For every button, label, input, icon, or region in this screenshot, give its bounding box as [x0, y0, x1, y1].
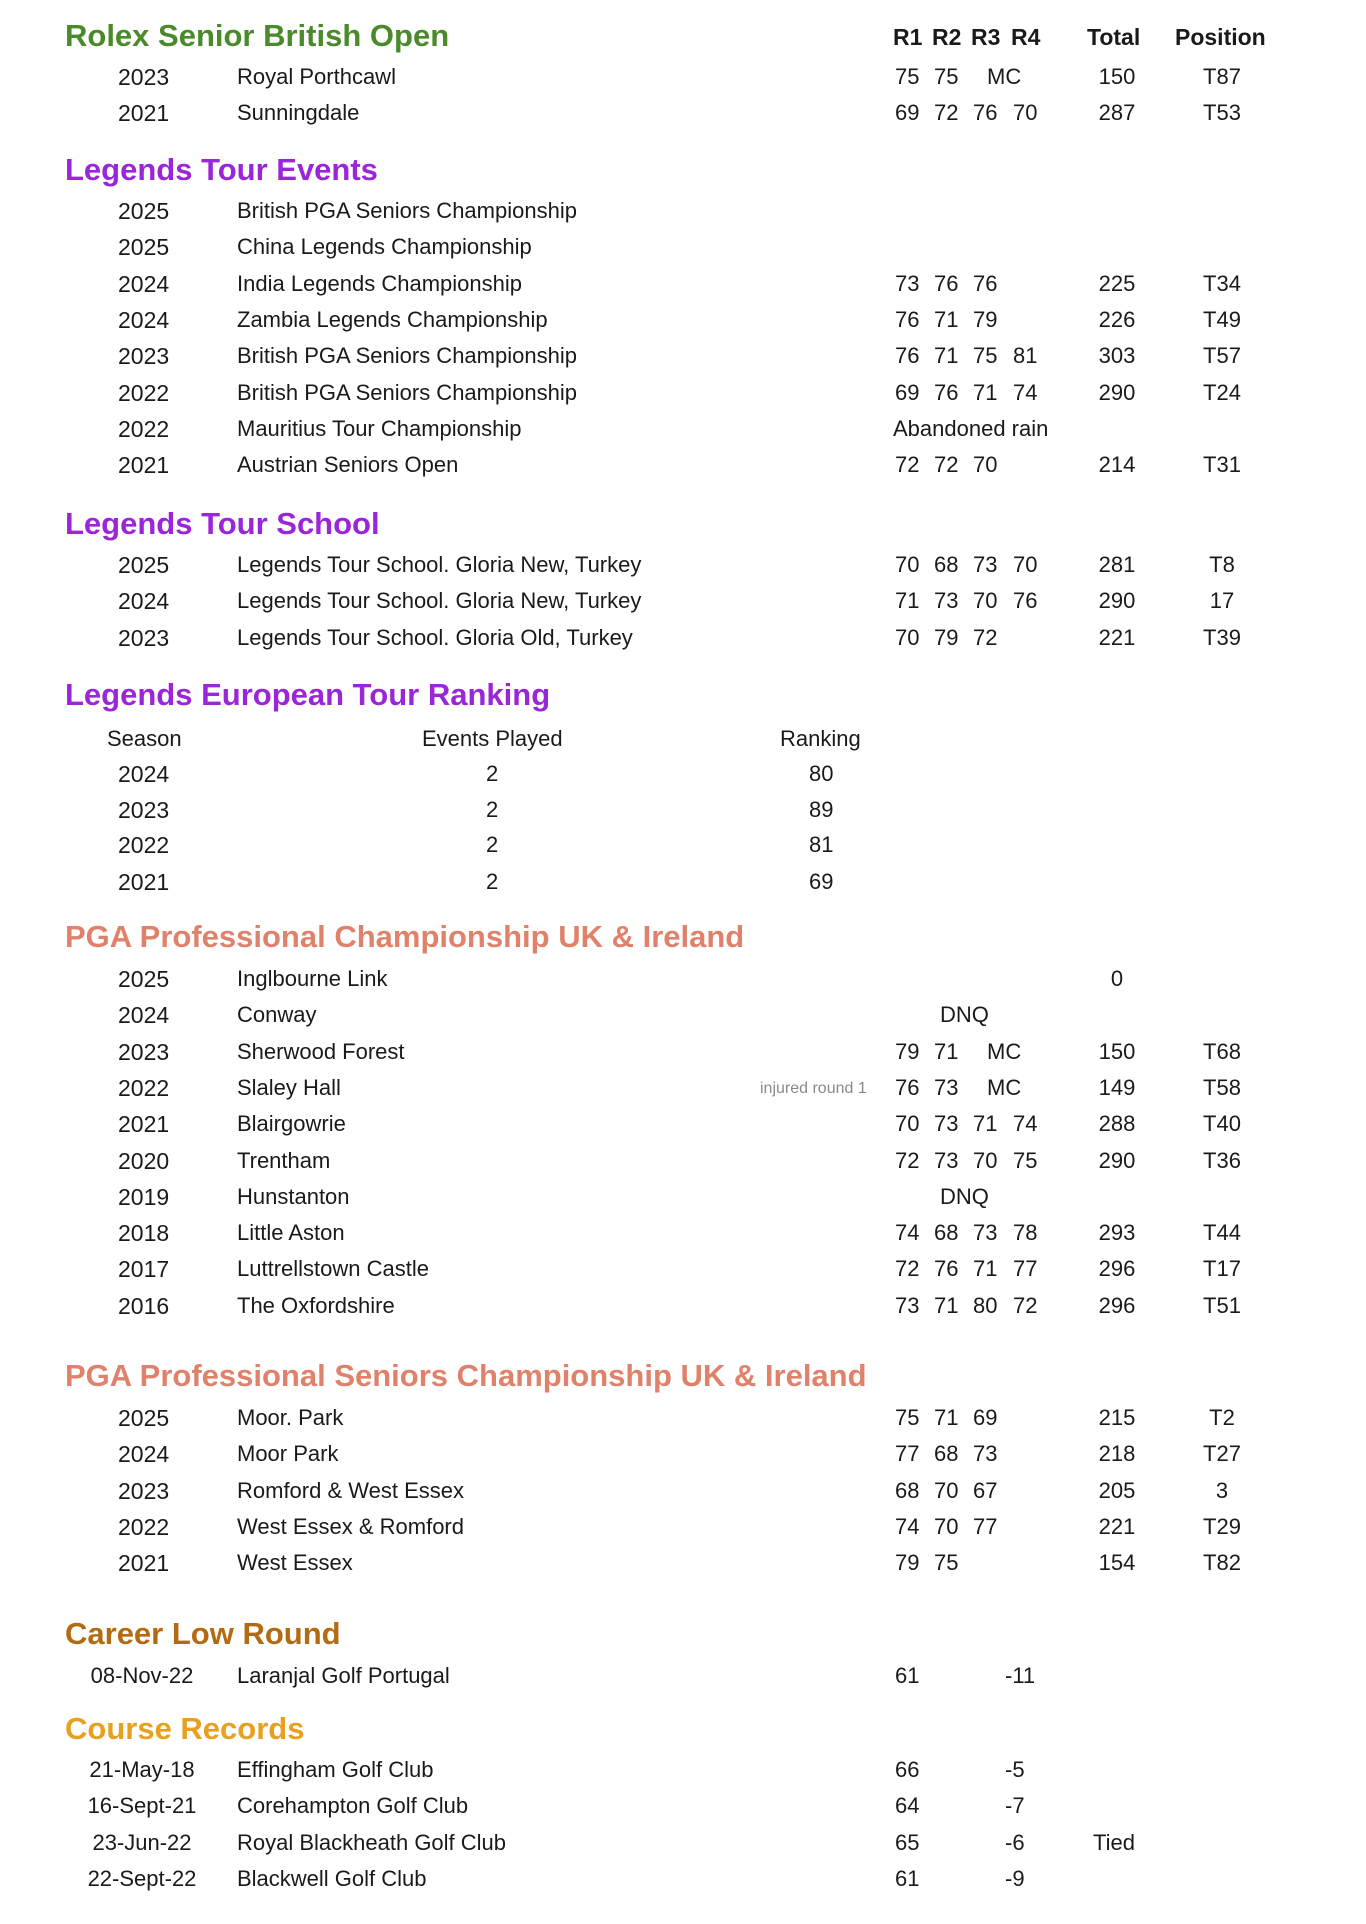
- r4-cell: 72: [1013, 1292, 1038, 1318]
- r4-cell: 70: [1013, 100, 1038, 126]
- table-row: [0, 588, 1366, 622]
- table-row: [0, 1256, 1366, 1290]
- year-cell: 2018: [118, 1220, 170, 1247]
- events-cell: 2: [486, 832, 499, 857]
- venue-cell: Royal Porthcawl: [237, 64, 396, 89]
- venue-cell: India Legends Championship: [237, 270, 522, 296]
- venue-cell: Romford & West Essex: [237, 1477, 464, 1503]
- r3-cell: 80: [973, 1292, 998, 1318]
- total-cell: 226: [1098, 306, 1136, 332]
- r2-cell: 73: [934, 1147, 959, 1173]
- events-cell: 2: [486, 797, 499, 822]
- year-cell: 2024: [118, 270, 170, 297]
- venue-cell: Hunstanton: [237, 1183, 350, 1209]
- injured-note: injured round 1: [760, 1079, 867, 1097]
- year-cell: 2022: [118, 1513, 170, 1540]
- section-title-legends-school: Legends Tour School: [65, 506, 380, 541]
- date-cell: 16-Sept-21: [87, 1793, 197, 1819]
- r1-cell: 76: [895, 343, 920, 369]
- col-header-r3: R3: [971, 24, 1001, 50]
- table-row: [0, 1405, 1366, 1439]
- table-row: [0, 1514, 1366, 1548]
- r3-cell: MC: [987, 1038, 1022, 1064]
- r2-cell: 71: [934, 1038, 959, 1064]
- venue-cell: Laranjal Golf Portugal: [237, 1663, 450, 1688]
- total-cell: 281: [1098, 552, 1136, 577]
- year-cell: 2023: [118, 624, 170, 651]
- r1-cell: 69: [895, 100, 920, 126]
- year-cell: 2022: [118, 1074, 170, 1101]
- venue-cell: Slaley Hall: [237, 1074, 341, 1100]
- r1-cell: 72: [895, 1256, 920, 1282]
- ranking-cell: 69: [809, 869, 834, 894]
- total-cell: 150: [1098, 64, 1136, 89]
- year-cell: 2021: [118, 452, 170, 479]
- position-cell: T68: [1203, 1038, 1241, 1064]
- date-cell: 22-Sept-22: [87, 1865, 197, 1891]
- table-row: [0, 1441, 1366, 1475]
- col-header-r4: R4: [1011, 24, 1041, 50]
- position-cell: T40: [1203, 1111, 1241, 1137]
- total-cell: 215: [1098, 1405, 1136, 1430]
- table-row: [0, 1220, 1366, 1254]
- r4-cell: 78: [1013, 1220, 1038, 1246]
- venue-cell: Austrian Seniors Open: [237, 452, 459, 478]
- year-cell: 2022: [118, 379, 170, 406]
- venue-cell: Luttrellstown Castle: [237, 1256, 429, 1282]
- r1-cell: 76: [895, 1074, 920, 1100]
- total-cell: 296: [1098, 1256, 1136, 1282]
- total-cell: 290: [1098, 1147, 1136, 1173]
- total-cell: 218: [1098, 1441, 1136, 1467]
- season-cell: 2021: [118, 869, 170, 895]
- r2-cell: 71: [934, 306, 959, 332]
- position-cell: T87: [1203, 64, 1241, 89]
- position-cell: T34: [1203, 270, 1241, 296]
- r1-cell: 75: [895, 1405, 920, 1430]
- venue-cell: Blackwell Golf Club: [237, 1865, 427, 1891]
- date-cell: 23-Jun-22: [92, 1829, 192, 1855]
- year-cell: 2025: [118, 1405, 170, 1431]
- r2-cell: 75: [934, 64, 959, 89]
- total-cell: 205: [1098, 1477, 1136, 1503]
- col-header-position: Position: [1175, 24, 1266, 50]
- table-row: [0, 1866, 1366, 1900]
- position-cell: T8: [1209, 552, 1235, 577]
- r1-cell: 74: [895, 1220, 920, 1246]
- venue-cell: Little Aston: [237, 1220, 345, 1246]
- r1-cell: 70: [895, 552, 920, 577]
- r2-cell: 79: [934, 624, 959, 650]
- r4-cell: 74: [1013, 379, 1038, 405]
- r2-cell: 71: [934, 343, 959, 369]
- table-row: [0, 380, 1366, 414]
- total-cell: 150: [1098, 1038, 1136, 1064]
- year-cell: 2019: [118, 1183, 170, 1210]
- table-row: [0, 1793, 1366, 1827]
- r2-cell: 76: [934, 270, 959, 296]
- year-cell: 2023: [118, 1038, 170, 1065]
- r1-cell: 73: [895, 1292, 920, 1318]
- to-par-cell: -11: [1005, 1663, 1036, 1688]
- position-cell: T31: [1203, 452, 1241, 478]
- dnq-cell: DNQ: [940, 1183, 989, 1209]
- position-cell: T51: [1203, 1292, 1241, 1318]
- venue-cell: Sunningdale: [237, 100, 360, 126]
- r2-cell: 68: [934, 1220, 959, 1246]
- year-cell: 2021: [118, 100, 170, 127]
- venue-cell: Mauritius Tour Championship: [237, 415, 522, 441]
- r1-cell: 73: [895, 270, 920, 296]
- r2-cell: 68: [934, 552, 959, 577]
- r3-cell: 71: [973, 1256, 998, 1282]
- date-cell: 08-Nov-22: [90, 1663, 194, 1688]
- score-cell: 65: [895, 1829, 920, 1855]
- r2-cell: 76: [934, 1256, 959, 1282]
- venue-cell: Royal Blackheath Golf Club: [237, 1829, 507, 1855]
- position-cell: T29: [1203, 1513, 1241, 1539]
- r1-cell: 76: [895, 306, 920, 332]
- r4-cell: 70: [1013, 552, 1038, 577]
- venue-cell: Moor Park: [237, 1441, 339, 1467]
- position-cell: T24: [1203, 379, 1241, 405]
- r3-cell: 75: [973, 343, 998, 369]
- score-cell: 61: [895, 1865, 920, 1891]
- total-cell: 214: [1098, 452, 1136, 478]
- r1-cell: 69: [895, 379, 920, 405]
- year-cell: 2025: [118, 198, 170, 224]
- position-cell: T57: [1203, 343, 1241, 369]
- note-cell: Abandoned rain: [893, 415, 1049, 441]
- total-cell: 293: [1098, 1220, 1136, 1246]
- r1-cell: 71: [895, 588, 920, 614]
- r1-cell: 72: [895, 452, 920, 478]
- col-header-total: Total: [1087, 24, 1141, 50]
- table-row: [0, 1478, 1366, 1512]
- table-row: [0, 1663, 1366, 1697]
- venue-cell: Trentham: [237, 1147, 331, 1173]
- ranking-header-events: Events Played: [422, 726, 563, 751]
- venue-cell: Moor. Park: [237, 1405, 344, 1430]
- r3-cell: 71: [973, 1111, 998, 1137]
- venue-cell: Inglbourne Link: [237, 966, 388, 991]
- r4-cell: 81: [1013, 343, 1038, 369]
- r1-cell: 77: [895, 1441, 920, 1467]
- table-row: [0, 1002, 1366, 1036]
- position-cell: T82: [1203, 1550, 1241, 1576]
- table-row: [0, 234, 1366, 268]
- r2-cell: 72: [934, 452, 959, 478]
- total-cell: 149: [1098, 1074, 1136, 1100]
- section-title-legends-events: Legends Tour Events: [65, 152, 378, 187]
- r2-cell: 70: [934, 1513, 959, 1539]
- table-row: [0, 1111, 1366, 1145]
- year-cell: 2023: [118, 343, 170, 370]
- season-cell: 2024: [118, 761, 170, 787]
- score-cell: 64: [895, 1793, 920, 1819]
- total-cell: 221: [1098, 1513, 1136, 1539]
- table-row: [0, 416, 1366, 450]
- col-header-r2: R2: [932, 24, 962, 50]
- r3-cell: MC: [987, 64, 1022, 89]
- table-row: [0, 64, 1366, 98]
- venue-cell: The Oxfordshire: [237, 1292, 395, 1318]
- r3-cell: 77: [973, 1513, 998, 1539]
- year-cell: 2024: [118, 1441, 170, 1468]
- to-par-cell: -5: [1005, 1757, 1025, 1782]
- r3-cell: 73: [973, 1441, 998, 1467]
- table-row: [0, 198, 1366, 232]
- table-row: [0, 100, 1366, 134]
- season-cell: 2022: [118, 832, 170, 858]
- r3-cell: 70: [973, 588, 998, 614]
- year-cell: 2024: [118, 306, 170, 333]
- r2-cell: 73: [934, 1111, 959, 1137]
- total-cell: 287: [1098, 100, 1136, 126]
- total-cell: 221: [1098, 624, 1136, 650]
- total-cell: 154: [1098, 1550, 1136, 1576]
- venue-cell: Blairgowrie: [237, 1111, 346, 1137]
- total-cell: 303: [1098, 343, 1136, 369]
- venue-cell: Corehampton Golf Club: [237, 1793, 469, 1819]
- year-cell: 2017: [118, 1256, 170, 1283]
- total-cell: 225: [1098, 270, 1136, 296]
- to-par-cell: -9: [1005, 1865, 1025, 1891]
- position-cell: T58: [1203, 1074, 1241, 1100]
- table-row: [0, 1830, 1366, 1864]
- table-row: [0, 761, 1366, 795]
- r2-cell: 72: [934, 100, 959, 126]
- table-row: [0, 1293, 1366, 1327]
- r3-cell: 70: [973, 452, 998, 478]
- score-cell: 66: [895, 1757, 920, 1782]
- r4-cell: 75: [1013, 1147, 1038, 1173]
- position-cell: 3: [1215, 1477, 1229, 1503]
- table-row: [0, 307, 1366, 341]
- to-par-cell: -6: [1005, 1829, 1025, 1855]
- r1-cell: 70: [895, 624, 920, 650]
- section-title-course-records: Course Records: [65, 1711, 305, 1746]
- ranking-cell: 80: [809, 761, 834, 786]
- year-cell: 2021: [118, 1550, 170, 1577]
- year-cell: 2024: [118, 1002, 170, 1029]
- venue-cell: Zambia Legends Championship: [237, 306, 548, 332]
- events-cell: 2: [486, 869, 499, 894]
- table-row: [0, 1184, 1366, 1218]
- to-par-cell: -7: [1005, 1793, 1025, 1819]
- position-cell: T2: [1209, 1405, 1235, 1430]
- table-row: [0, 452, 1366, 486]
- r3-cell: 73: [973, 552, 998, 577]
- r1-cell: 74: [895, 1513, 920, 1539]
- year-cell: 2022: [118, 415, 170, 442]
- table-row: [0, 1757, 1366, 1791]
- r2-cell: 71: [934, 1292, 959, 1318]
- r1-cell: 72: [895, 1147, 920, 1173]
- table-row: [0, 552, 1366, 586]
- r3-cell: 67: [973, 1477, 998, 1503]
- r3-cell: 73: [973, 1220, 998, 1246]
- r4-cell: 77: [1013, 1256, 1038, 1282]
- year-cell: 2024: [118, 588, 170, 615]
- table-row: [0, 832, 1366, 866]
- section-title-ranking: Legends European Tour Ranking: [65, 677, 551, 712]
- r1-cell: 79: [895, 1550, 920, 1576]
- table-row: [0, 797, 1366, 831]
- col-header-r1: R1: [893, 24, 923, 50]
- position-cell: T53: [1203, 100, 1241, 126]
- position-cell: 17: [1209, 588, 1235, 614]
- r2-cell: 71: [934, 1405, 959, 1430]
- year-cell: 2023: [118, 64, 170, 90]
- venue-cell: British PGA Seniors Championship: [237, 198, 577, 223]
- r4-cell: 74: [1013, 1111, 1038, 1137]
- table-row: [0, 869, 1366, 903]
- venue-cell: British PGA Seniors Championship: [237, 343, 577, 369]
- total-cell: 290: [1098, 588, 1136, 614]
- r2-cell: 73: [934, 588, 959, 614]
- ranking-header-ranking: Ranking: [780, 726, 861, 751]
- dnq-cell: DNQ: [940, 1002, 989, 1028]
- year-cell: 2025: [118, 552, 170, 578]
- total-cell: 0: [1110, 966, 1124, 991]
- ranking-header-season: Season: [107, 726, 182, 751]
- venue-cell: Conway: [237, 1002, 317, 1028]
- r3-cell: MC: [987, 1074, 1022, 1100]
- events-cell: 2: [486, 761, 499, 786]
- r2-cell: 75: [934, 1550, 959, 1576]
- year-cell: 2025: [118, 234, 170, 261]
- venue-cell: Legends Tour School. Gloria New, Turkey: [237, 588, 642, 614]
- year-cell: 2016: [118, 1292, 170, 1319]
- table-row: [0, 1148, 1366, 1182]
- r2-cell: 73: [934, 1074, 959, 1100]
- r3-cell: 72: [973, 624, 998, 650]
- position-cell: T36: [1203, 1147, 1241, 1173]
- ranking-cell: 81: [809, 832, 834, 857]
- r2-cell: 76: [934, 379, 959, 405]
- r1-cell: 75: [895, 64, 920, 89]
- table-row: [0, 1075, 1366, 1109]
- table-row: [0, 1039, 1366, 1073]
- venue-cell: Legends Tour School. Gloria New, Turkey: [237, 552, 642, 577]
- date-cell: 21-May-18: [89, 1757, 195, 1782]
- section-title-pga-seniors: PGA Professional Seniors Championship UK & Ireland: [65, 1358, 867, 1393]
- table-row: [0, 271, 1366, 305]
- section-title-career-low: Career Low Round: [65, 1616, 341, 1651]
- venue-cell: Legends Tour School. Gloria Old, Turkey: [237, 624, 633, 650]
- table-row: [0, 343, 1366, 377]
- ranking-cell: 89: [809, 797, 834, 822]
- total-cell: 288: [1098, 1111, 1136, 1137]
- r2-cell: 70: [934, 1477, 959, 1503]
- year-cell: 2021: [118, 1111, 170, 1138]
- table-row: [0, 625, 1366, 659]
- r1-cell: 68: [895, 1477, 920, 1503]
- position-cell: T49: [1203, 306, 1241, 332]
- r3-cell: 71: [973, 379, 998, 405]
- year-cell: 2025: [118, 966, 170, 992]
- venue-cell: British PGA Seniors Championship: [237, 379, 577, 405]
- r4-cell: 76: [1013, 588, 1038, 614]
- year-cell: 2023: [118, 1477, 170, 1504]
- year-cell: 2020: [118, 1147, 170, 1174]
- position-cell: T17: [1203, 1256, 1241, 1282]
- r3-cell: 76: [973, 270, 998, 296]
- r3-cell: 69: [973, 1405, 998, 1430]
- table-row: [0, 966, 1366, 1000]
- position-cell: T39: [1203, 624, 1241, 650]
- venue-cell: China Legends Championship: [237, 234, 532, 260]
- section-title-pga-pro: PGA Professional Championship UK & Ireland: [65, 919, 745, 954]
- position-cell: T27: [1203, 1441, 1241, 1467]
- score-cell: 61: [895, 1663, 920, 1688]
- season-cell: 2023: [118, 797, 170, 823]
- position-cell: T44: [1203, 1220, 1241, 1246]
- note-cell: Tied: [1093, 1829, 1135, 1855]
- r2-cell: 68: [934, 1441, 959, 1467]
- venue-cell: West Essex: [237, 1550, 353, 1576]
- total-cell: 296: [1098, 1292, 1136, 1318]
- r3-cell: 70: [973, 1147, 998, 1173]
- venue-cell: Sherwood Forest: [237, 1038, 405, 1064]
- section-title-rolex: Rolex Senior British Open: [65, 18, 450, 53]
- venue-cell: Effingham Golf Club: [237, 1757, 434, 1782]
- r1-cell: 79: [895, 1038, 920, 1064]
- r1-cell: 70: [895, 1111, 920, 1137]
- r3-cell: 79: [973, 306, 998, 332]
- total-cell: 290: [1098, 379, 1136, 405]
- table-row: [0, 1550, 1366, 1584]
- venue-cell: West Essex & Romford: [237, 1513, 464, 1539]
- r3-cell: 76: [973, 100, 998, 126]
